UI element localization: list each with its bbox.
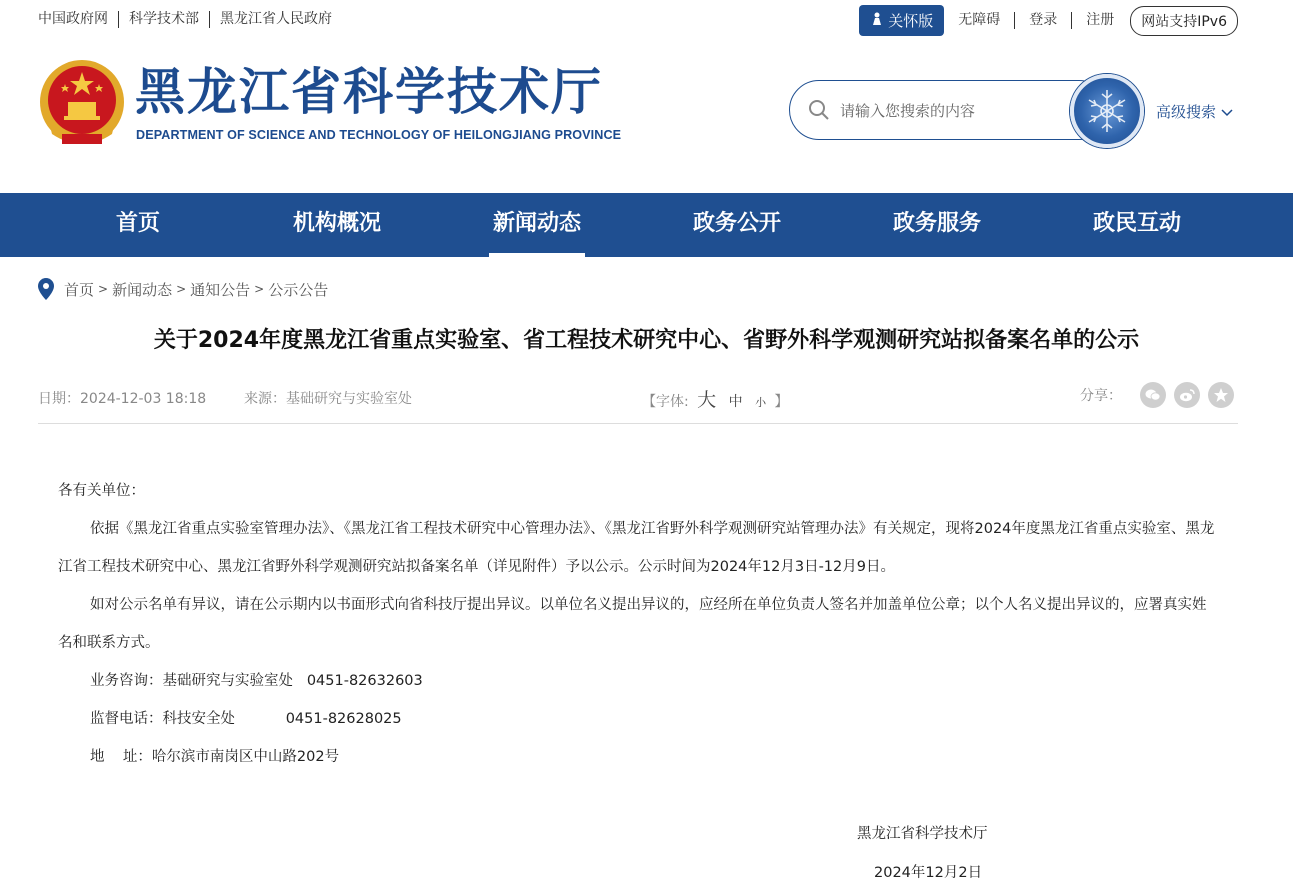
snowflake-icon xyxy=(1074,78,1140,144)
weibo-share-icon[interactable] xyxy=(1174,382,1200,408)
breadcrumb-separator: > xyxy=(254,282,265,296)
signature-date: 2024年12月2日 xyxy=(874,865,983,881)
breadcrumb-home[interactable]: 首页 xyxy=(64,280,95,299)
register-link[interactable]: 注册 xyxy=(1071,12,1128,29)
wechat-share-icon[interactable] xyxy=(1140,382,1166,408)
top-links xyxy=(38,11,342,28)
nav-item-gov-service[interactable]: 政务服务 xyxy=(892,211,981,236)
advanced-search-label: 高级搜索 xyxy=(1156,103,1217,121)
care-mode-label: 关怀版 xyxy=(888,12,934,30)
article-body xyxy=(58,472,1218,776)
search-bar xyxy=(789,80,1109,140)
link-most[interactable]: 科学技术部 xyxy=(118,11,209,28)
article-source: 来源：基础研究与实验室处 xyxy=(244,391,412,407)
main-nav xyxy=(0,193,1293,257)
address-line: 地 址：哈尔滨市南岗区中山路202号 xyxy=(90,749,340,765)
site-header xyxy=(0,40,1293,192)
location-pin-icon xyxy=(38,278,54,300)
nav-item-news[interactable]: 新闻动态 xyxy=(477,193,597,257)
article-date: 日期：2024-12-03 18:18 xyxy=(38,391,207,407)
consult-contact: 业务咨询：基础研究与实验室处 0451-82632603 xyxy=(90,673,423,689)
national-emblem-logo xyxy=(38,58,126,150)
nav-item-about[interactable]: 机构概况 xyxy=(292,211,381,236)
article-meta xyxy=(38,388,1238,424)
top-right-actions xyxy=(859,5,1238,36)
accessibility-link[interactable]: 无障碍 xyxy=(958,12,1001,28)
ipv6-badge: 网站支持IPv6 xyxy=(1130,6,1238,36)
advanced-search-link[interactable] xyxy=(1156,101,1233,122)
font-size-medium-button[interactable]: 中 xyxy=(728,394,743,410)
font-size-small-button[interactable]: 小 xyxy=(755,396,767,409)
font-size-close: 】 xyxy=(774,394,789,410)
font-size-label: 【字体: xyxy=(642,394,689,410)
chevron-down-icon xyxy=(1221,107,1233,117)
top-bar xyxy=(0,0,1293,40)
care-icon xyxy=(870,12,884,30)
breadcrumb-separator: > xyxy=(98,282,109,296)
article-paragraph: 如对公示名单有异议，请在公示期内以书面形式向省科技厅提出异议。以单位名义提出异议的，应经所在单位负责人签名并加盖单位公章；以个人名义提出异议的，应署真实姓名和联系方式。 xyxy=(58,597,1207,651)
font-size-large-button[interactable]: 大 xyxy=(697,389,717,411)
favorite-star-icon[interactable] xyxy=(1208,382,1234,408)
article-greeting: 各有关单位： xyxy=(58,483,145,499)
search-input[interactable] xyxy=(840,97,1070,125)
breadcrumb-news[interactable]: 新闻动态 xyxy=(112,280,173,299)
breadcrumb-announcements[interactable]: 公示公告 xyxy=(268,280,329,299)
search-icon xyxy=(808,99,830,121)
site-title[interactable]: 黑龙江省科学技术厅 xyxy=(135,62,603,121)
share-label: 分享： xyxy=(1080,388,1122,404)
site-subtitle: DEPARTMENT OF SCIENCE AND TECHNOLOGY OF HEILONGJIANG PROVINCE xyxy=(136,128,622,142)
nav-item-home[interactable]: 首页 xyxy=(115,211,160,236)
article-paragraph: 依据《黑龙江省重点实验室管理办法》、《黑龙江省工程技术研究中心管理办法》、《黑龙江省野外科学观测研究站管理办法》有关规定，现将2024年度黑龙江省重点实验室、黑龙江省工程技术研究中心、黑龙江省野外科学观测研究站拟备案名单（详见附件）予以公示。公示时间为2024年12月3日-12月9日。 xyxy=(58,521,1215,575)
login-link[interactable]: 登录 xyxy=(1014,12,1071,29)
breadcrumb xyxy=(38,278,328,300)
breadcrumb-separator: > xyxy=(176,282,187,296)
link-gov-cn[interactable]: 中国政府网 xyxy=(38,11,108,27)
search-submit-button[interactable] xyxy=(1070,74,1144,148)
breadcrumb-notices[interactable]: 通知公告 xyxy=(190,280,251,299)
article-title: 关于2024年度黑龙江省重点实验室、省工程技术研究中心、省野外科学观测研究站拟备案名单的公示 xyxy=(153,328,1140,353)
nav-item-gov-open[interactable]: 政务公开 xyxy=(692,211,781,236)
share-bar xyxy=(1080,382,1234,408)
font-size-switcher xyxy=(642,385,789,412)
signature-org: 黑龙江省科学技术厅 xyxy=(857,826,988,842)
supervise-contact: 监督电话：科技安全处 0451-82628025 xyxy=(90,711,402,727)
nav-item-interaction[interactable]: 政民互动 xyxy=(1092,211,1181,236)
link-hlj-gov[interactable]: 黑龙江省人民政府 xyxy=(209,11,342,28)
care-mode-button[interactable] xyxy=(859,5,944,36)
